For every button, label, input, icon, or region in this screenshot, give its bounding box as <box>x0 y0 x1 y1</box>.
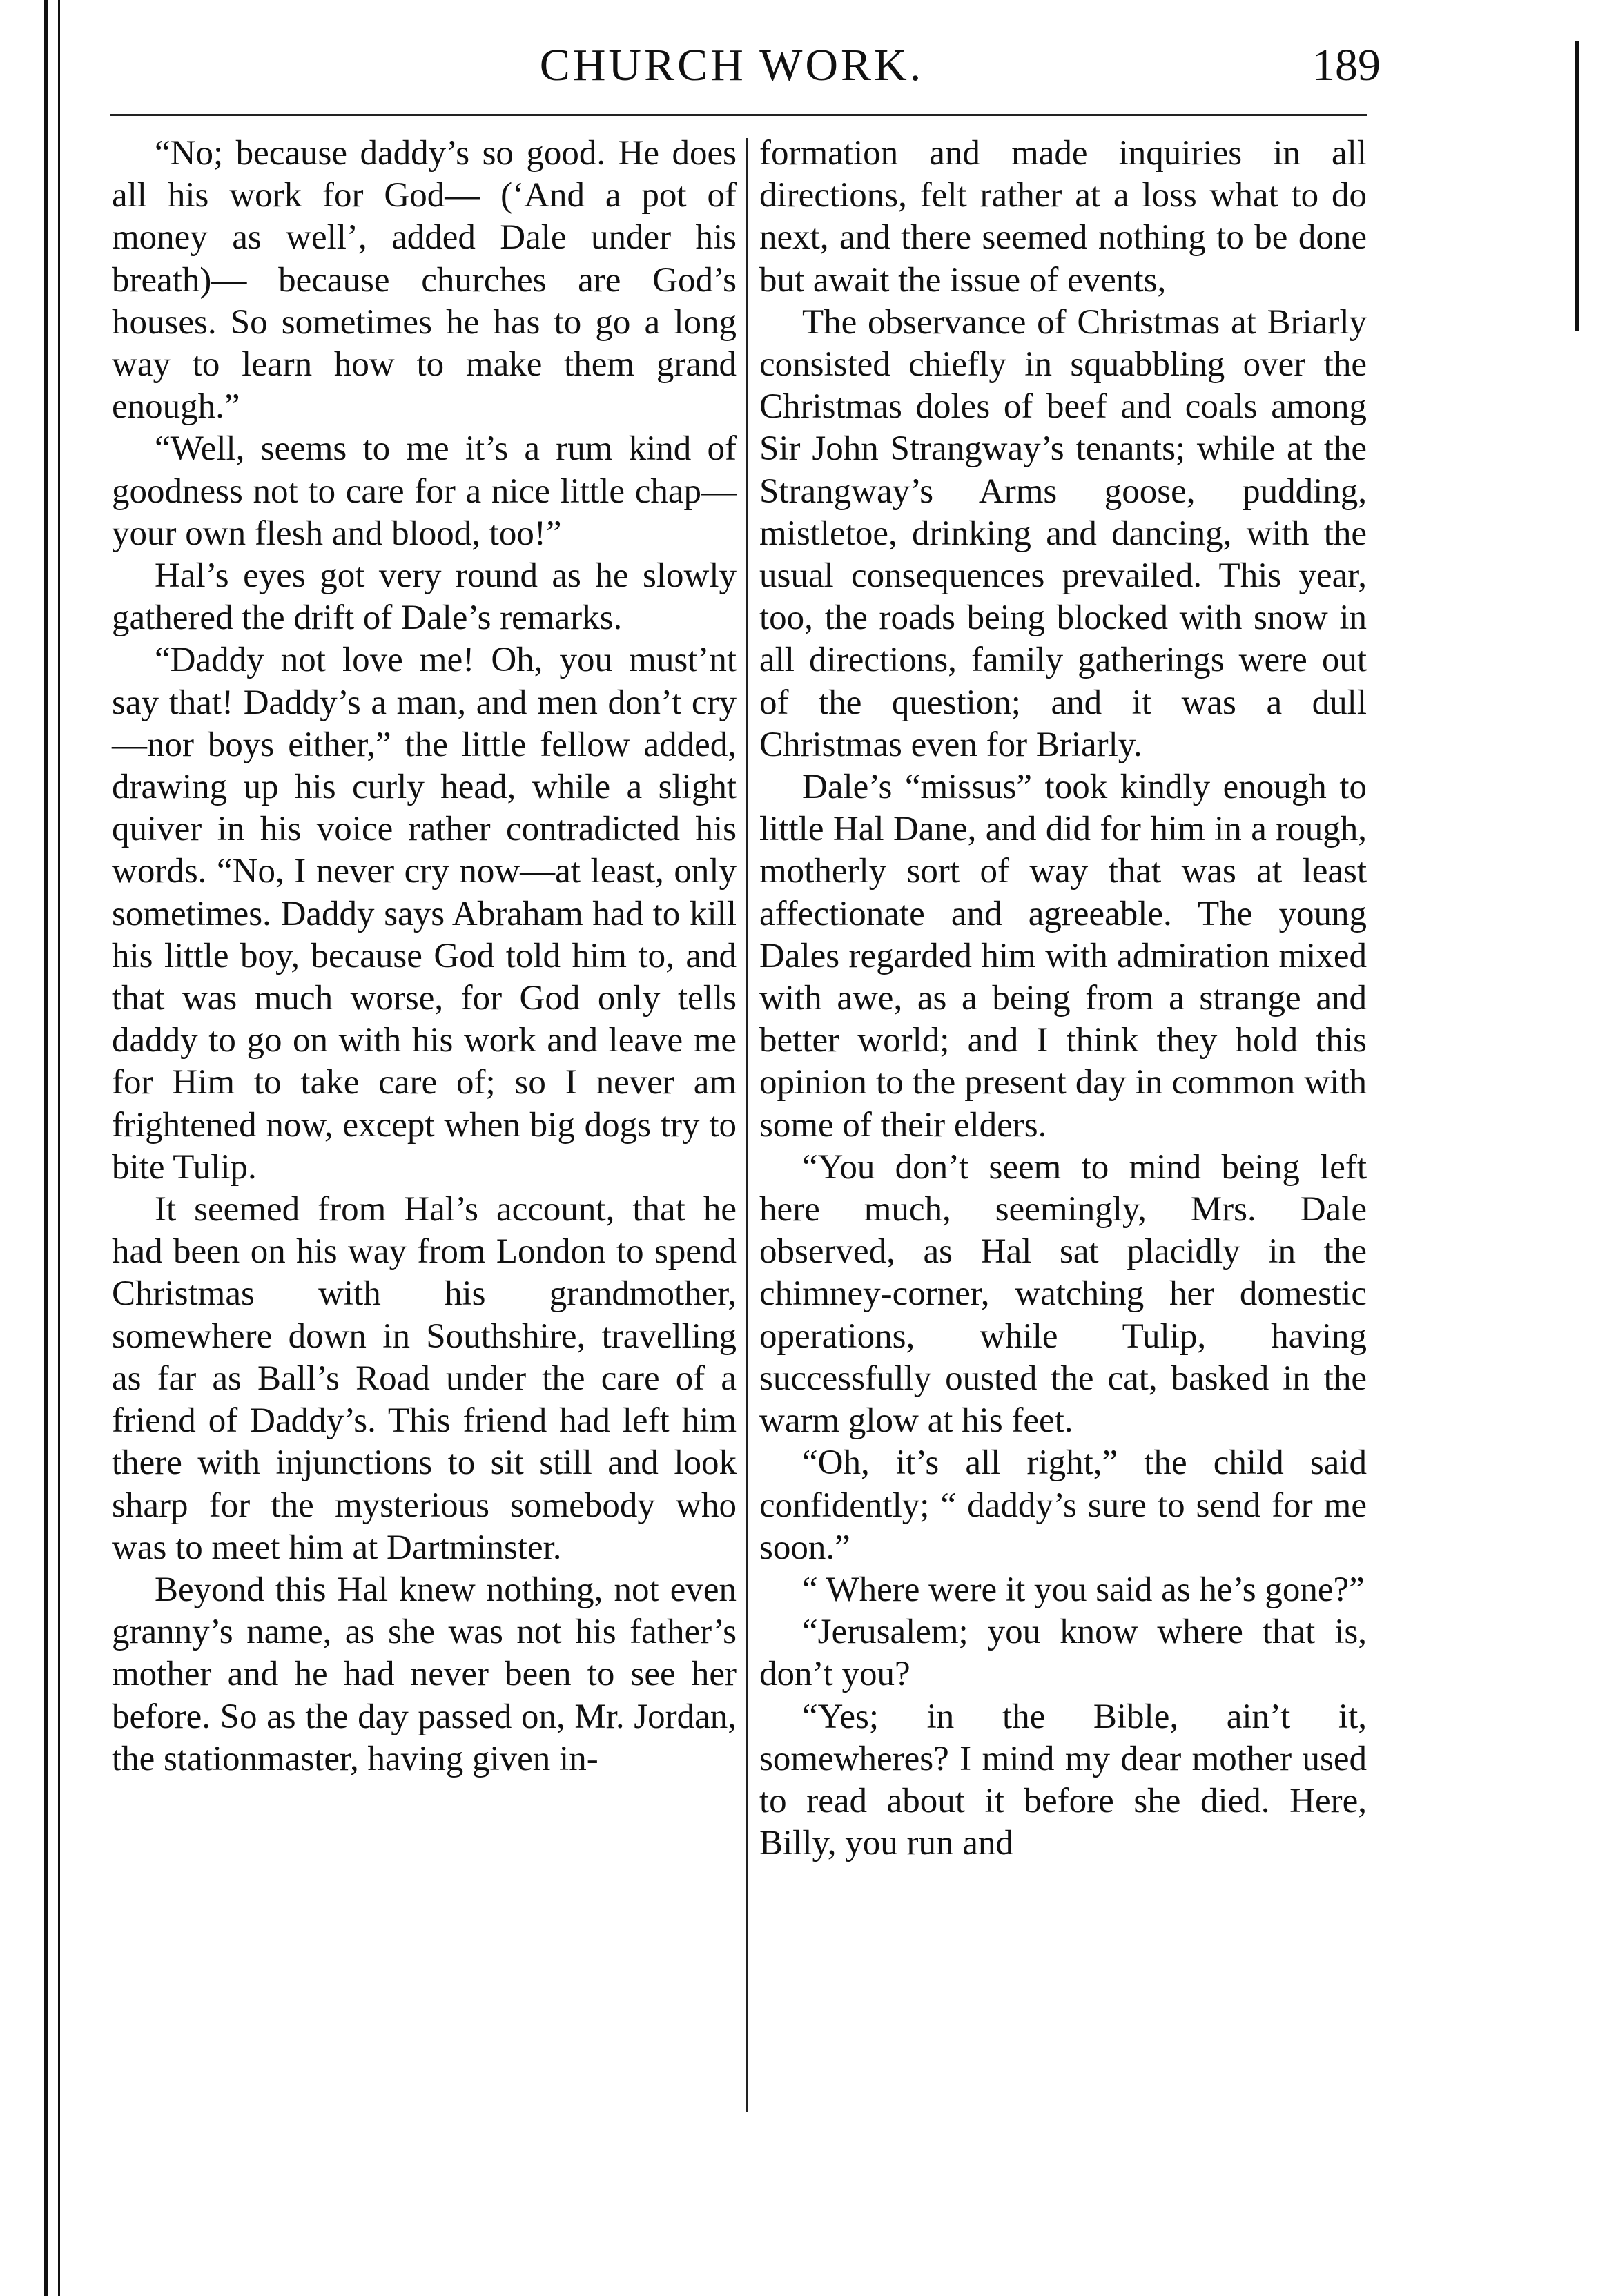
paragraph-continued: formation and made inquiries in all directions, felt rather at a loss what to do next, and there seemed nothing to be done but await the issue of events, <box>759 134 1367 300</box>
paragraph: “You don’t seem to mind being left here much, seemingly, Mrs. Dale observed, as Hal sat placidly in the chimney-corner, watching her domestic operations, while Tulip, having successfully ousted the cat, basked in the warm glow at his feet. <box>759 1147 1367 1441</box>
paragraph: “Oh, it’s all right,” the child said confidently; “ daddy’s sure to send for me soon.” <box>759 1443 1367 1567</box>
paragraph: “Well, seems to me it’s a rum kind of goodness not to care for a nice little chap—your own flesh and blood, too!” <box>112 429 737 553</box>
paragraph: “ Where were it you said as he’s gone?” <box>802 1570 1365 1609</box>
paragraph: The observance of Christmas at Briarly consisted chiefly in squabbling over the Christmas doles of beef and coals among Sir John Strangway’s tenants; while at the Strangway’s Arms goose, pudding, mistletoe, drinking and dancing, with the usual consequences prevailed. This year, too, the roads being blocked with snow in all directions, family gatherings were out of the question; and it was a dull Christmas even for Briarly. <box>759 302 1367 764</box>
paragraph: “Yes; in the Bible, ain’t it, somewheres? I mind my dear mother used to read about it before she died. Here, Billy, you run and <box>759 1697 1367 1863</box>
paragraph: Beyond this Hal knew nothing, not even granny’s name, as she was not his father’s mother and he had never been to see her before. So as the day passed on, Mr. Jordan, the stationmaster, having given in- <box>112 1570 737 1778</box>
right-column <box>759 133 1367 1865</box>
column-divider <box>746 138 748 2112</box>
paragraph: “No; because daddy’s so good. He does all his work for God— (‘And a pot of money as well’, added Dale under his breath)— because churches are God’s houses. So sometimes he has to go a long way to learn how to make them grand enough.” <box>112 134 737 427</box>
paragraph: It seemed from Hal’s account, that he had been on his way from London to spend Christmas with his grandmother, somewhere down in Southshire, travelling as far as Ball’s Road under the care of a friend of Daddy’s. This friend had left him there with injunctions to sit still and look sharp for the mysterious somebody who was to meet him at Dartminster. <box>112 1190 737 1567</box>
binding-edge-line <box>44 0 48 2296</box>
right-edge-mark <box>1575 41 1579 331</box>
page-header <box>83 28 1381 104</box>
running-title: CHURCH WORK. <box>539 40 924 90</box>
binding-edge-line <box>58 0 60 2296</box>
left-column <box>112 133 737 1780</box>
paragraph: Hal’s eyes got very round as he slowly gathered the drift of Dale’s remarks. <box>112 556 737 638</box>
page-number: 189 <box>1312 40 1381 90</box>
paragraph: “Daddy not love me! Oh, you must’nt say that! Daddy’s a man, and men don’t cry—nor boys either,” the little fellow added, drawing up his curly head, while a slight quiver in his voice rather contradicted his words. “No, I never cry now—at least, only sometimes. Daddy says Abraham had to kill his little boy, because God told him to, and that was much worse, for God only tells daddy to go on with his work and leave me for Him to take care of; so I never am frightened now, except when big dogs try to bite Tulip. <box>112 641 737 1187</box>
paragraph: Dale’s “missus” took kindly enough to little Hal Dane, and did for him in a rough, motherly sort of way that was at least affectionate and agreeable. The young Dales regarded him with admiration mixed with awe, as a being from a strange and better world; and I think they hold this opinion to the present day in common with some of their elders. <box>759 768 1367 1145</box>
paragraph: “Jerusalem; you know where that is, don’t you? <box>759 1613 1367 1694</box>
header-rule <box>110 114 1367 116</box>
